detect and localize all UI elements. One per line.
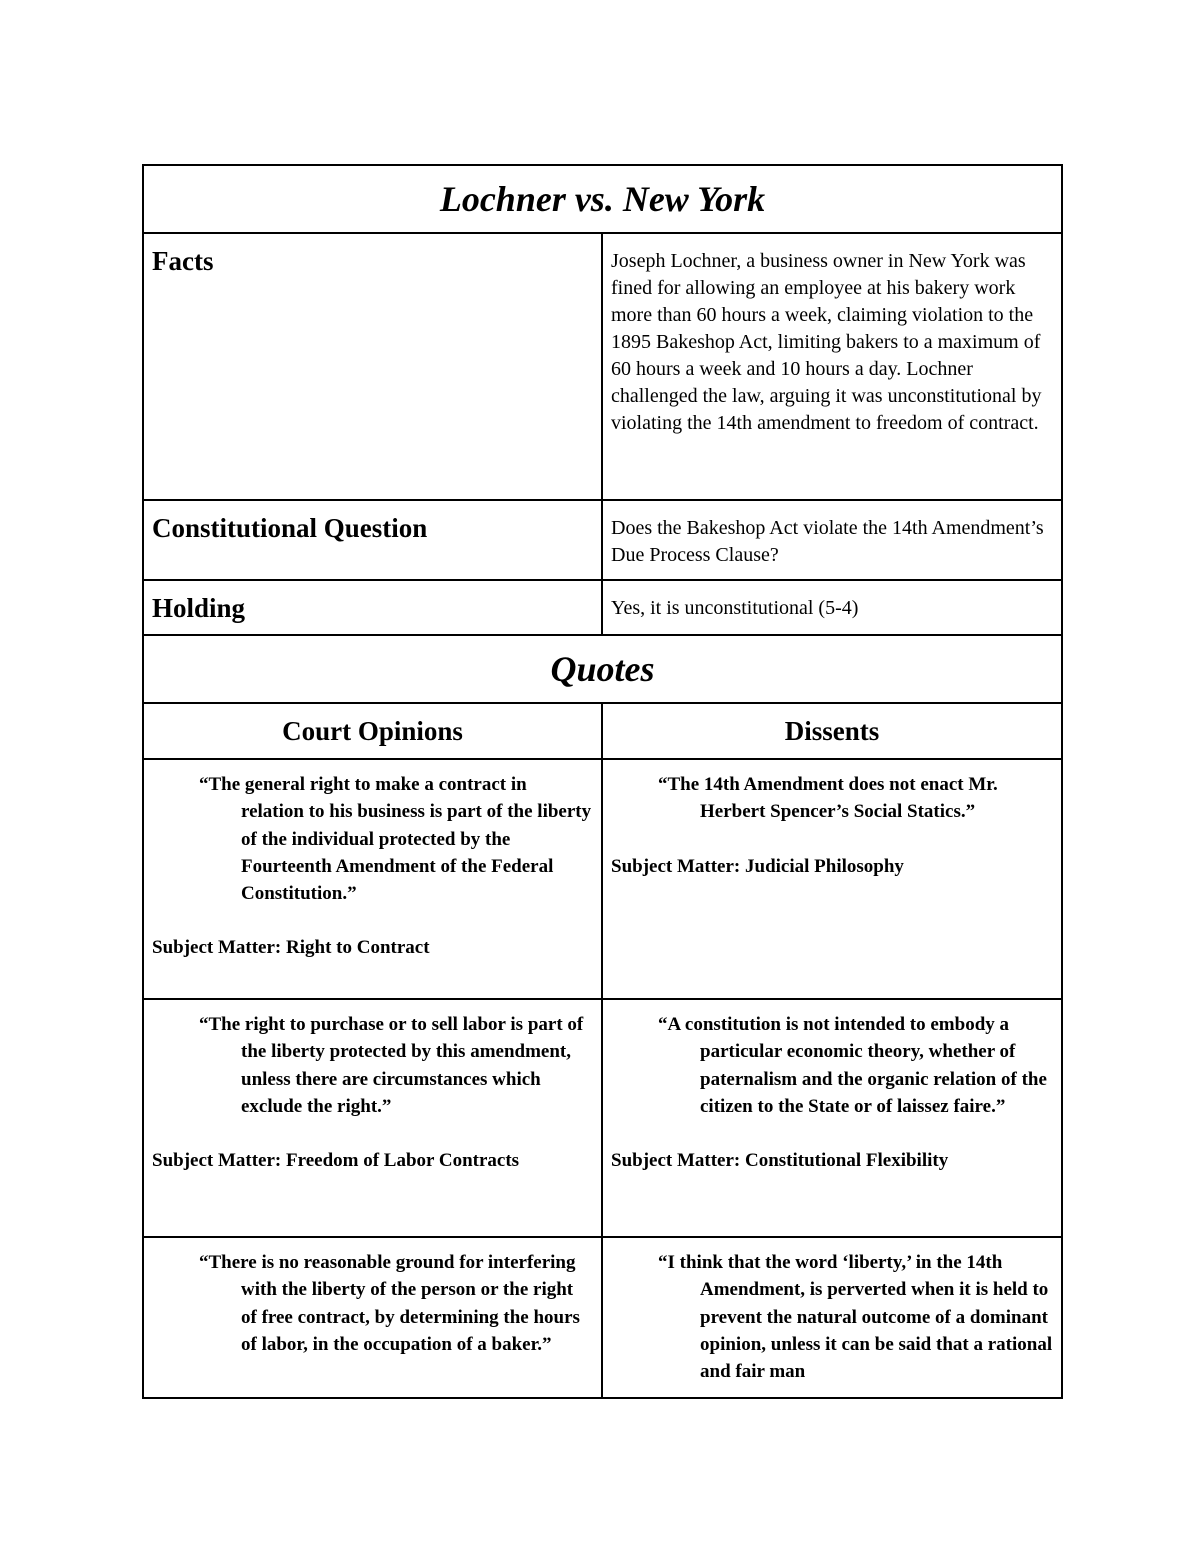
court-quote-cell <box>143 759 602 999</box>
court-opinions-header: Court Opinions <box>143 703 602 759</box>
facts-text: Joseph Lochner, a business owner in New York was fined for allowing an employee at his bakery work more than 60 hours a week, claiming violation to the 1895 Bakeshop Act, limiting bakers to a maximum of 60 hours a week and 10 hours a day. Lochner challenged the law, arguing it was unconstitutional by violating the 14th amendment to freedom of contract. <box>602 233 1062 500</box>
court-quote: “The general right to make a contract in relation to his business is part of the liberty of the individual protected by the Fourteenth Amendment of the Federal Constitution.” <box>199 774 592 905</box>
dissent-quote: “The 14th Amendment does not enact Mr. Herbert Spencer’s Social Statics.” <box>658 774 998 823</box>
court-quote: “The right to purchase or to sell labor is part of the liberty protected by this amendment, unless there are circumstances which exclude the right.” <box>199 1014 584 1117</box>
dissent-subject: Subject Matter: Constitutional Flexibility <box>611 1150 949 1172</box>
dissent-subject: Subject Matter: Judicial Philosophy <box>611 855 904 877</box>
court-quote-cell <box>143 1237 602 1398</box>
court-quote: “There is no reasonable ground for interfering with the liberty of the person or the right of free contract, by determining the hours of labor, in the occupation of a baker.” <box>199 1252 580 1355</box>
case-brief-table <box>142 164 1063 1399</box>
dissent-quote: “A constitution is not intended to embody a particular economic theory, whether of paternalism and the organic relation of the citizen to the State or of laissez faire.” <box>658 1014 1047 1117</box>
court-quote-cell <box>143 999 602 1237</box>
court-subject: Subject Matter: Right to Contract <box>152 937 430 959</box>
dissent-quote-cell <box>602 1237 1062 1398</box>
dissent-quote-cell <box>602 999 1062 1237</box>
holding-label: Holding <box>143 580 602 635</box>
case-title: Lochner vs. New York <box>143 165 1062 233</box>
question-label: Constitutional Question <box>143 500 602 580</box>
case-brief-document <box>142 164 1061 1399</box>
court-subject: Subject Matter: Freedom of Labor Contracts <box>152 1150 520 1172</box>
question-text: Does the Bakeshop Act violate the 14th Amendment’s Due Process Clause? <box>602 500 1062 580</box>
facts-label: Facts <box>143 233 602 500</box>
dissent-quote-cell <box>602 759 1062 999</box>
dissent-quote: “I think that the word ‘liberty,’ in the 14th Amendment, is perverted when it is held to prevent the natural outcome of a dominant opinion, unless it can be said that a rational and fair man <box>658 1252 1053 1383</box>
quotes-title: Quotes <box>143 635 1062 703</box>
dissents-header: Dissents <box>602 703 1062 759</box>
holding-text: Yes, it is unconstitutional (5-4) <box>602 580 1062 635</box>
